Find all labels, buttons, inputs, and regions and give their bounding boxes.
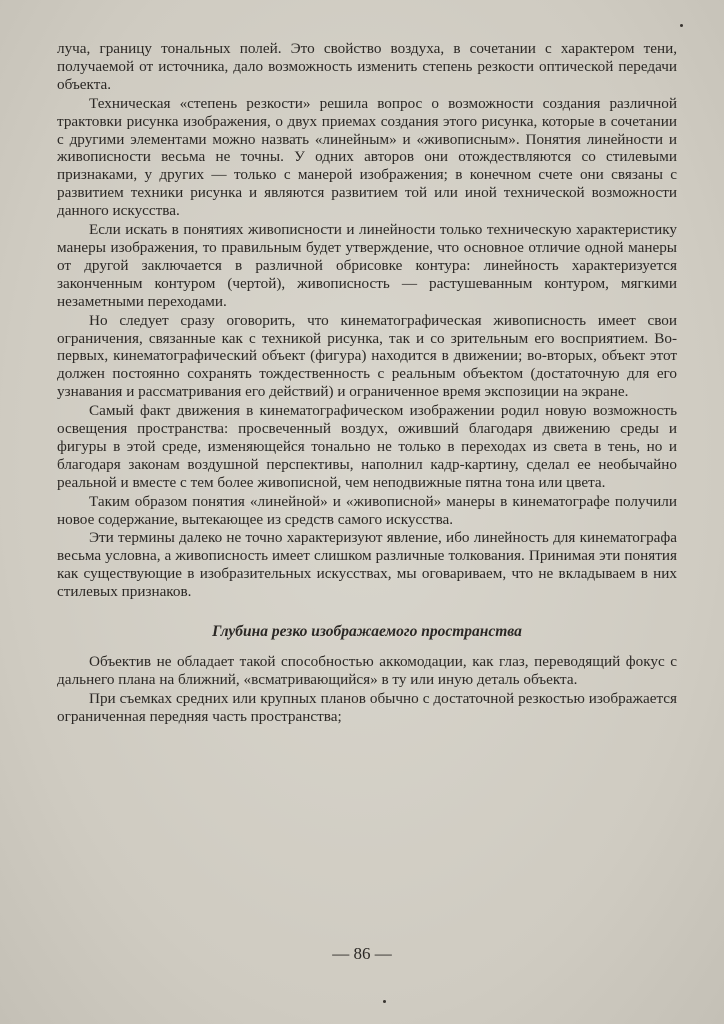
paragraph: Если искать в понятиях живописности и линейности только техническую характеристику манеры изображения, то правильным будет утверждение, что основное отличие одной манеры от другой заключается в различной обрисовке контура: линейность характеризуется законченным контуром (чертой), живописность — растушеванным контуром, мягкими незаметными переходами. — [57, 221, 677, 310]
paragraph: Таким образом понятия «линейной» и «живописной» манеры в кинематографе получили новое содержание, вытекающее из средств самого искусства. — [57, 492, 677, 528]
page-number: — 86 — — [332, 944, 392, 963]
print-speck — [680, 24, 683, 27]
paragraph: луча, границу тональных полей. Это свойство воздуха, в сочетании с характером тени, получаемой от источника, дало возможность изменить степень резкости оптической передачи объекта. — [57, 40, 677, 93]
paragraph: Техническая «степень резкости» решила вопрос о возможности создания различной трактовки рисунка изображения, о двух приемах создания этого рисунка, которые в сочетании с другими элементами можно назвать «линейным» и «живописным». Понятия линейности и живописности весьма не точны. У одних авторов они отождествляются со стилевыми признаками, у других — только с манерой изображения; в конечном счете они связаны с развитием техники рисунка и являются развитием той или иной технической возможности данного искусства. — [57, 94, 677, 220]
paragraph: При съемках средних или крупных планов обычно с достаточной резкостью изображается ограниченная передняя часть пространства; — [57, 689, 677, 725]
paragraph: Эти термины далеко не точно характеризуют явление, ибо линейность для кинематографа весьма условна, а живописность имеет слишком различные толкования. Принимая эти понятия как существующие в изобразительных искусствах, мы оговариваем, что не вкладываем в них стилевых признаков. — [57, 529, 677, 601]
paragraph: Самый факт движения в кинематографическом изображении родил новую возможность освещения пространства: просвеченный воздух, оживший благодаря движению среды и фигуры в этой среде, изменяющейся тонально не только в переходах из света в тень, но и благодаря законам воздушной перспективы, наполнил кадр-картину, сделал ее необычайно реальной и вместе с тем более живописной, чем неподвижные пятна тона или цвета. — [57, 402, 677, 491]
paragraph: Объектив не обладает такой способностью аккомодации, как глаз, переводящий фокус с дальнего плана на ближний, «всматривающийся» в ту или иную деталь объекта. — [57, 653, 677, 688]
section-title: Глубина резко изображаемого пространства — [212, 623, 522, 641]
print-speck — [383, 1000, 386, 1003]
body-text — [57, 40, 677, 726]
paragraph: Но следует сразу оговорить, что кинематографическая живописность имеет свои ограничения, связанные как с техникой рисунка, так и со зрительным его восприятием. Во-первых, кинематографический объект (фигура) находится в движении; во-вторых, объект этот должен постоянно сохранять тождественность с реальным объектом (достаточную для его узнавания и рассматривания его действий) и ограниченное время экспозиции на экране. — [57, 311, 677, 401]
